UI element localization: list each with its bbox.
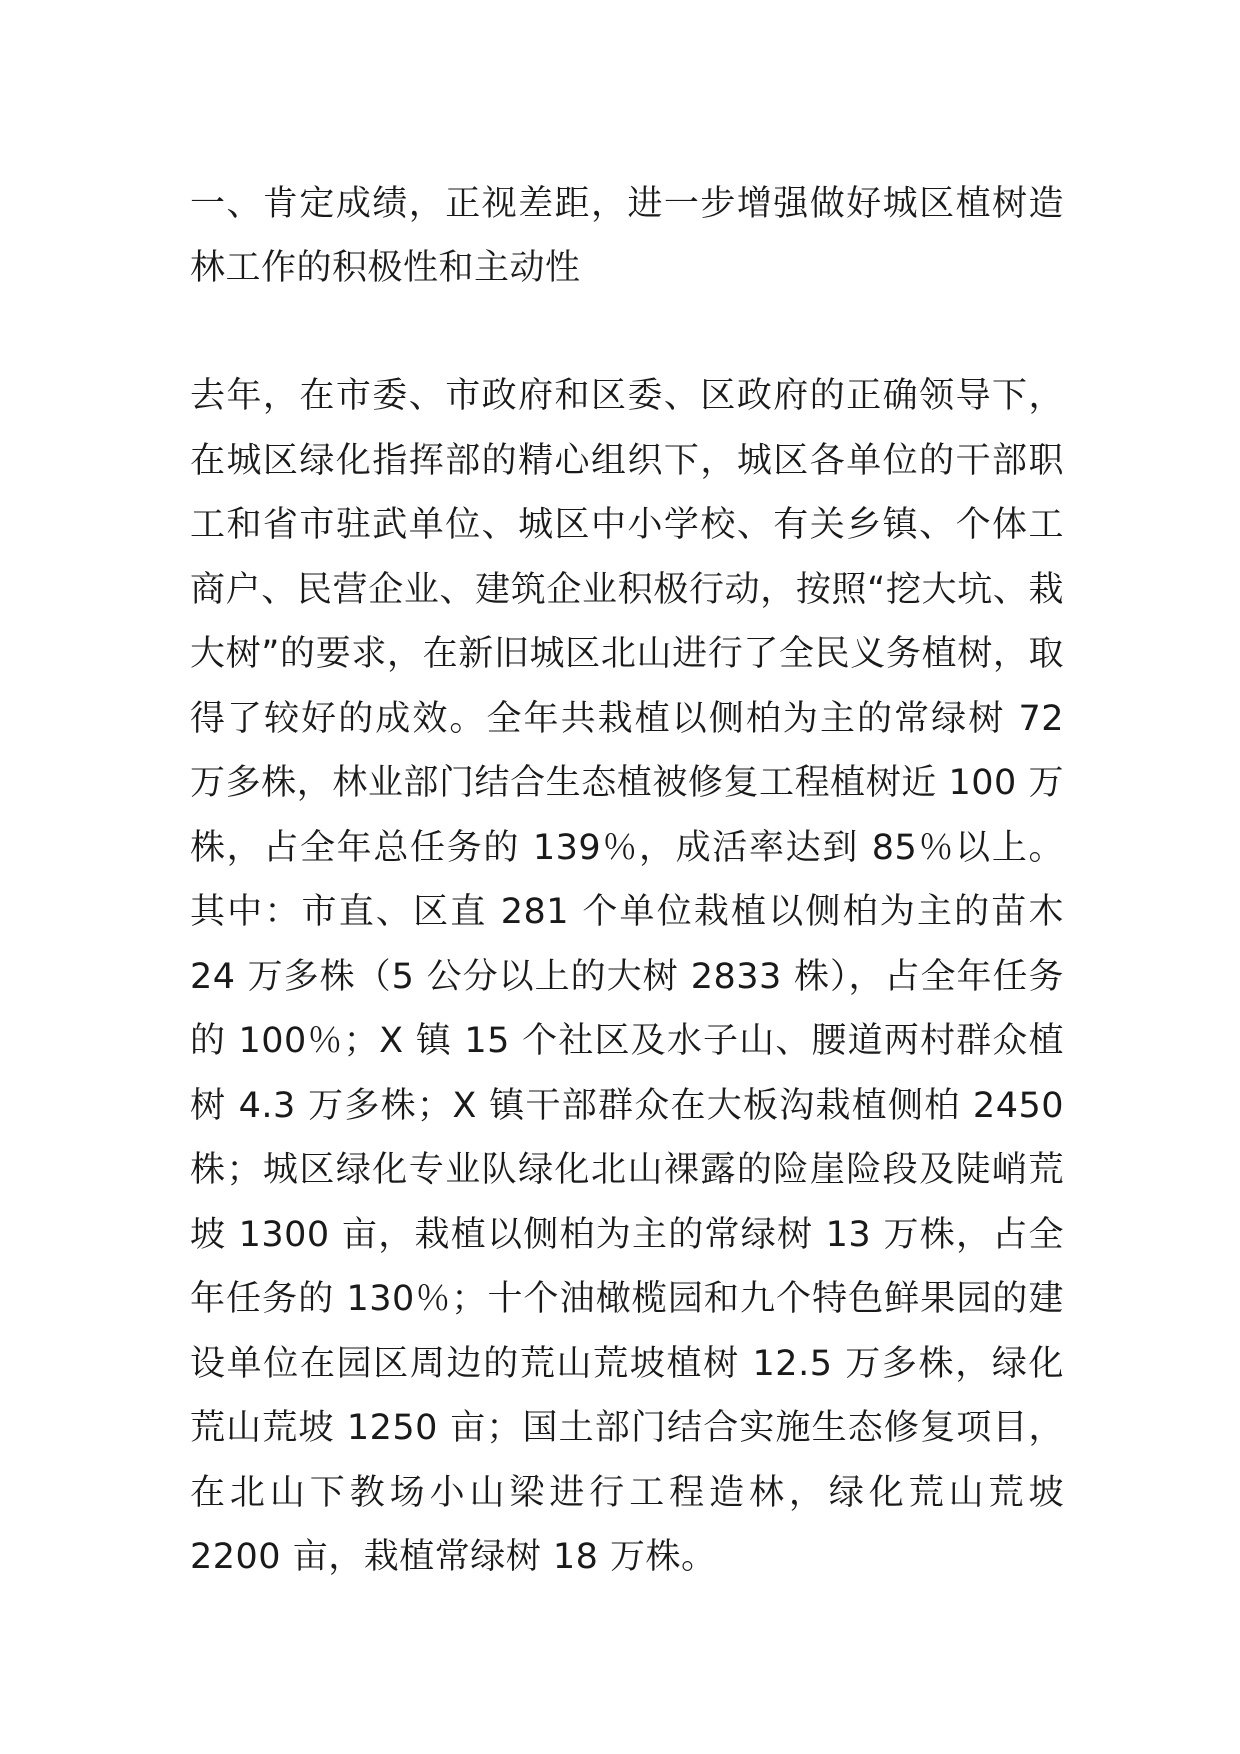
body-paragraph: 去年，在市委、市政府和区委、区政府的正确领导下，在城区绿化指挥部的精心组织下，城区各单位的干部职工和省市驻武单位、城区中小学校、有关乡镇、个体工商户、民营企业、建筑企业积极行动，按照“挖大坑、栽大树”的要求，在新旧城区北山进行了全民义务植树，取得了较好的成效。全年共栽植以侧柏为主的常绿树 72 万多株，林业部门结合生态植被修复工程植树近 100 万株，占全年总任务的 139％，成活率达到 85％以上。其中：市直、区直 281 个单位栽植以侧柏为主的苗木 24 万多株（5 公分以上的大树 2833 株），占全年任务的 100％；X 镇 15 个社区及水子山、腰道两村群众植树 4.3 万多株；X 镇干部群众在大板沟栽植侧柏 2450 株；城区绿化专业队绿化北山裸露的险崖险段及陡峭荒坡 1300 亩，栽植以侧柏为主的常绿树 13 万株，占全年任务的 130％；十个油橄榄园和九个特色鲜果园的建设单位在园区周边的荒山荒坡植树 12.5 万多株，绿化荒山荒坡 1250 亩；国土部门结合实施生态修复项目，在北山下教场小山梁进行工程造林，绿化荒山荒坡 2200 亩，栽植常绿树 18 万株。 [190,376,1064,1577]
document-content [190,172,1064,1590]
section-heading: 一、肯定成绩，正视差距，进一步增强做好城区植树造林工作的积极性和主动性 [190,184,1064,288]
